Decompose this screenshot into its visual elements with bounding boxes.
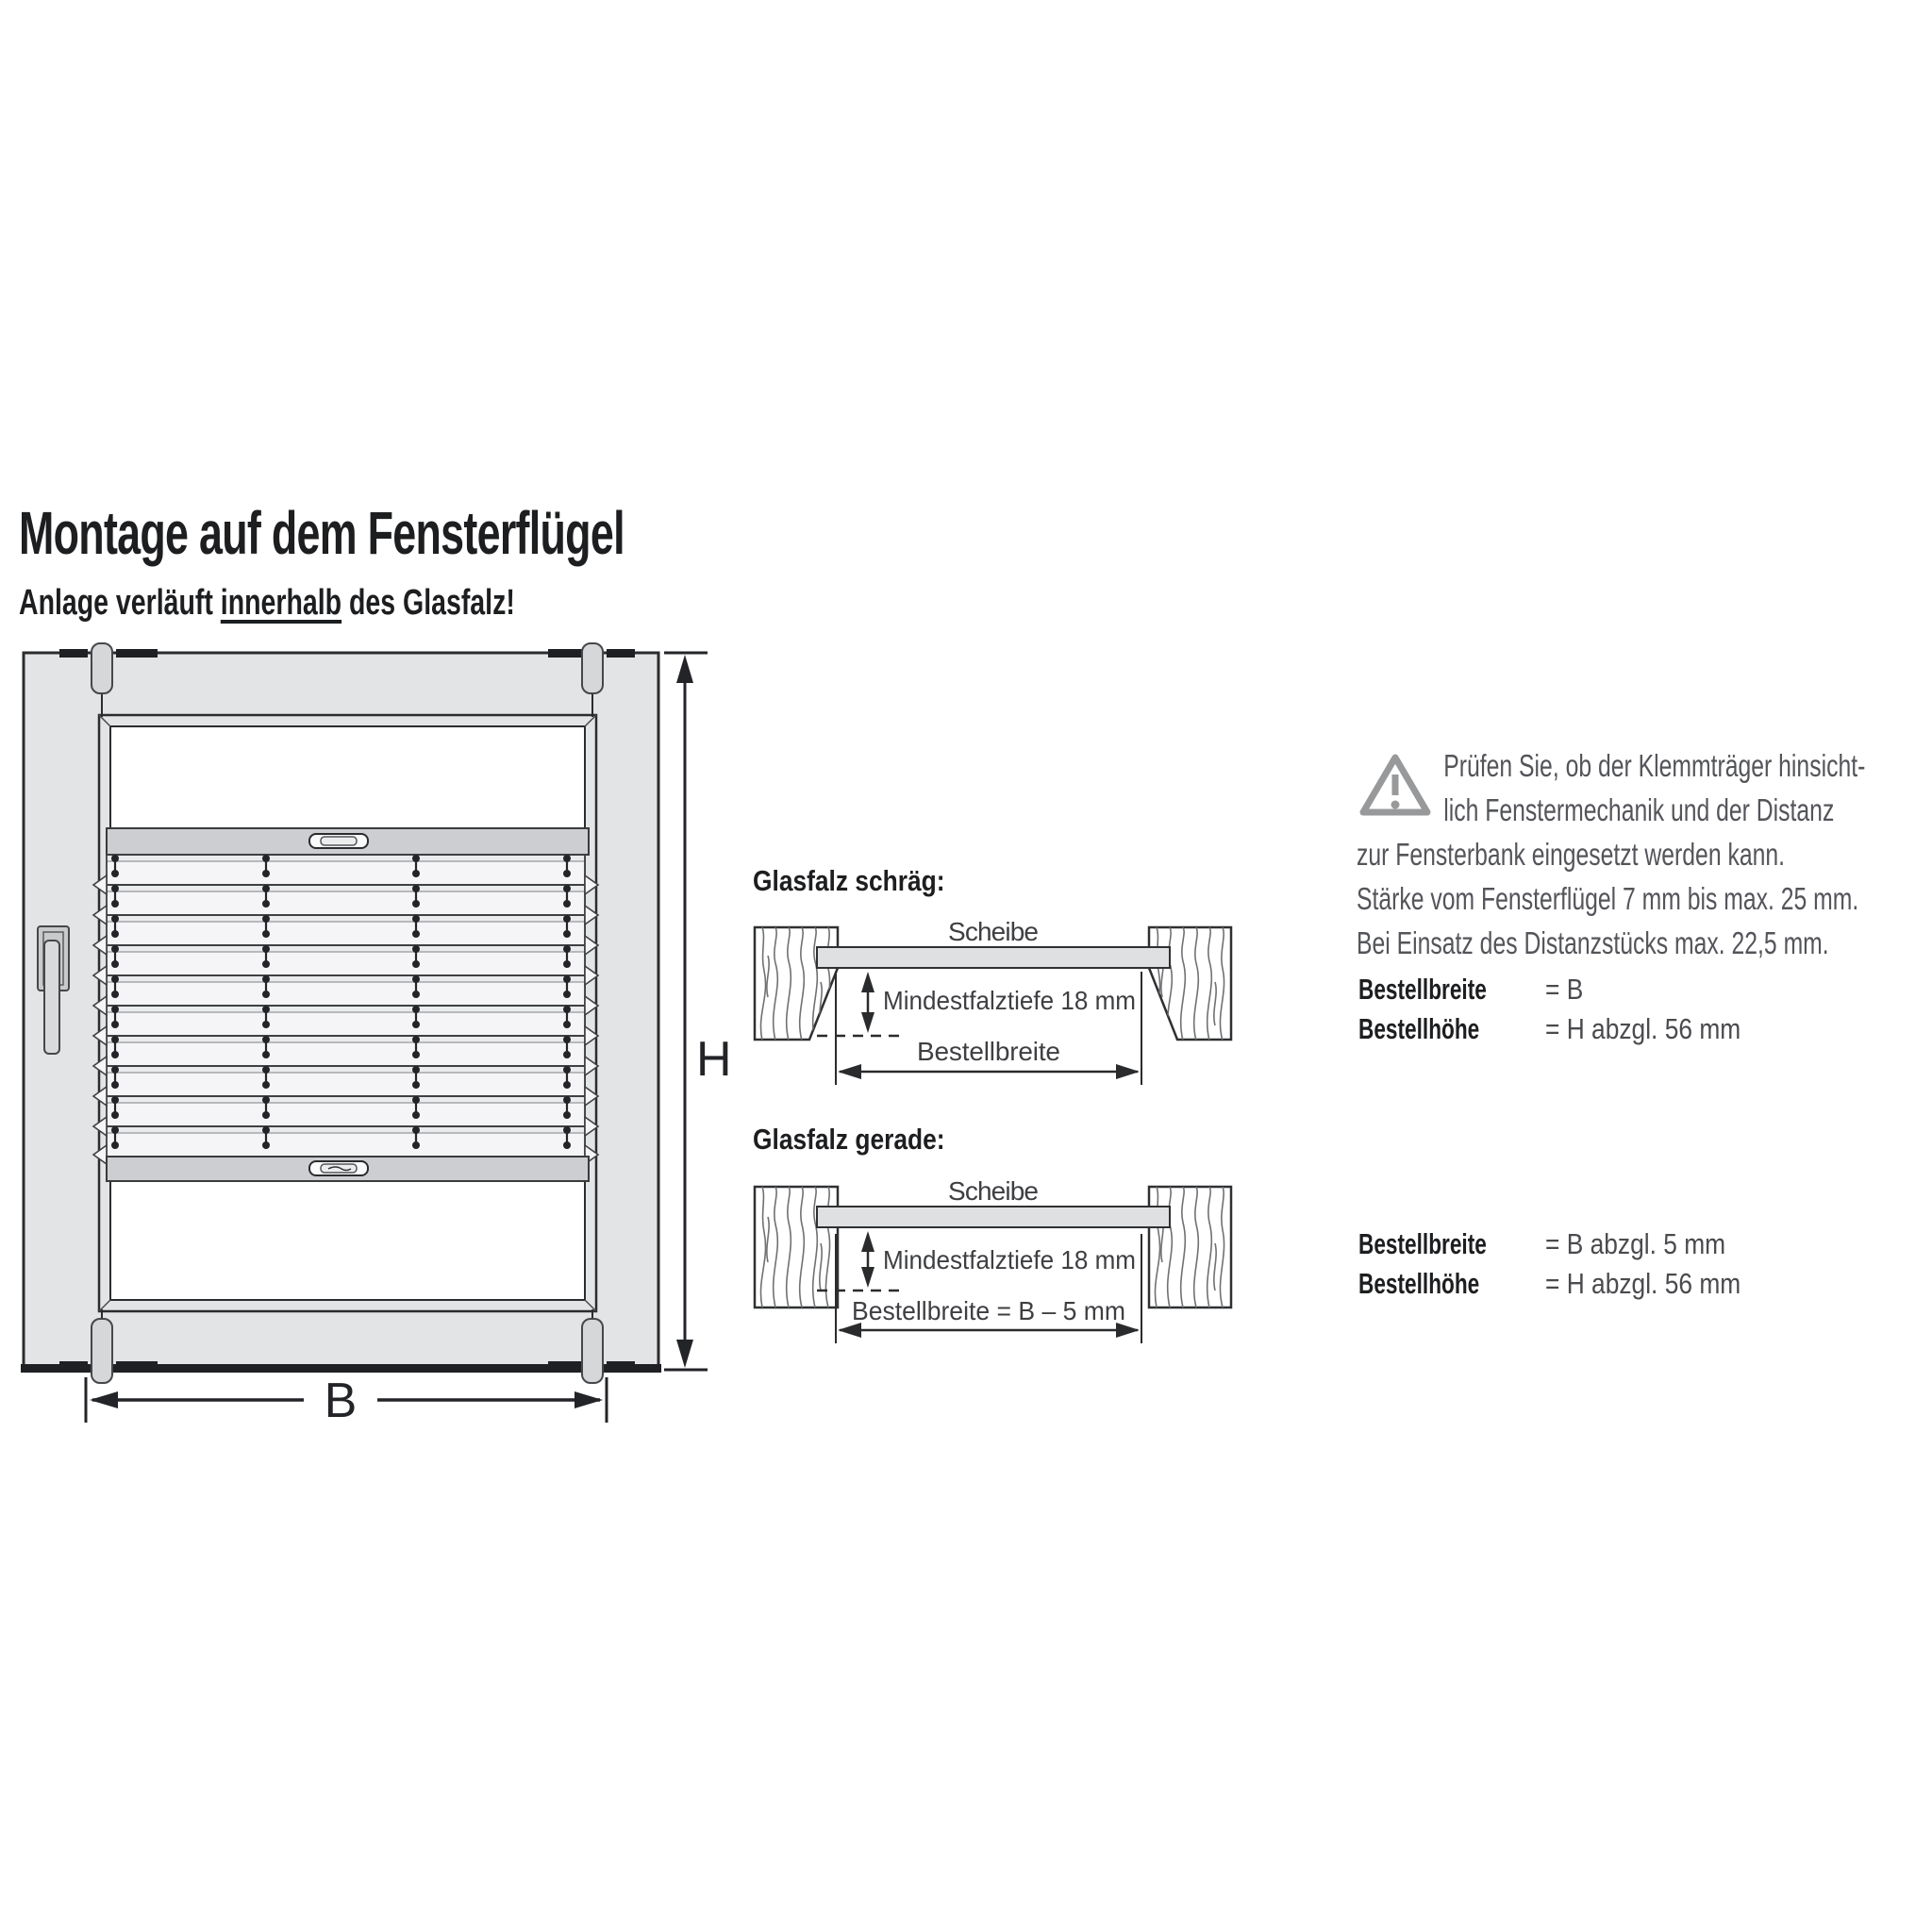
- warning-lines: [1357, 832, 1908, 965]
- b-dimension-label: B: [324, 1374, 358, 1428]
- depth-label: Mindestfalztiefe 18 mm: [883, 1245, 1136, 1274]
- clamp-bottom-right: [582, 1319, 603, 1383]
- glass-label: Scheibe: [948, 917, 1039, 946]
- glass-pane: [817, 947, 1170, 968]
- spec-row: [1358, 1012, 1775, 1052]
- glass-pane: [817, 1207, 1170, 1227]
- spec-value: = B abzgl. 5 mm: [1545, 1227, 1726, 1260]
- h-dimension: [664, 653, 708, 1370]
- h-dimension-label: H: [696, 1032, 732, 1087]
- warning-line: Prüfen Sie, ob der Klemmträger hinsicht-: [1443, 748, 1866, 783]
- headrail: [107, 828, 589, 855]
- cross-section-gerade: [745, 1156, 1274, 1358]
- spec-value: = B: [1545, 973, 1584, 1006]
- spec-label: Bestellbreite: [1358, 1227, 1487, 1260]
- spec-label: Bestellhöhe: [1358, 1267, 1480, 1300]
- clamp-top-left: [92, 643, 112, 693]
- order-specs-straight: [1358, 1227, 1775, 1307]
- warning-line: Stärke vom Fensterflügel 7 mm bis max. 25 mm.: [1357, 881, 1859, 916]
- warning-text: [1357, 743, 1908, 965]
- spec-row: [1358, 1227, 1775, 1267]
- cross-section-schraeg: [745, 896, 1274, 1113]
- order-width-label: Bestellbreite = B – 5 mm: [852, 1296, 1125, 1325]
- clamp-top-right: [582, 643, 603, 693]
- section-heading-gerade: Glasfalz gerade:: [753, 1123, 945, 1156]
- bottom-rail: [107, 1157, 589, 1181]
- section-heading-schraeg: Glasfalz schräg:: [753, 864, 945, 897]
- window-diagram: [0, 623, 745, 1472]
- spec-row: [1358, 973, 1775, 1012]
- order-width-label: Bestellbreite: [917, 1037, 1060, 1066]
- glass-label: Scheibe: [948, 1176, 1039, 1206]
- order-specs-onglass: [1358, 973, 1775, 1052]
- page-title: Montage auf dem Fensterflügel: [19, 499, 625, 567]
- pleated-blind: [93, 855, 598, 1164]
- warning-lines-indented: [1357, 743, 1908, 832]
- clamp-bottom-left: [92, 1319, 112, 1383]
- spec-value: = H abzgl. 56 mm: [1545, 1267, 1741, 1300]
- spec-label: Bestellhöhe: [1358, 1012, 1480, 1045]
- spec-value: = H abzgl. 56 mm: [1545, 1012, 1741, 1045]
- warning-line: zur Fensterbank eingesetzt werden kann.: [1357, 837, 1786, 872]
- spec-row: [1358, 1267, 1775, 1307]
- spec-label: Bestellbreite: [1358, 973, 1487, 1006]
- warning-line: lich Fenstermechanik und der Distanz: [1443, 792, 1835, 827]
- page-subtitle: Anlage verläuft innerhalb des Glasfalz!: [19, 583, 515, 623]
- underlined-word: innerhalb: [220, 583, 342, 623]
- warning-line: Bei Einsatz des Distanzstücks max. 22,5 mm.: [1357, 925, 1829, 960]
- depth-label: Mindestfalztiefe 18 mm: [883, 986, 1136, 1015]
